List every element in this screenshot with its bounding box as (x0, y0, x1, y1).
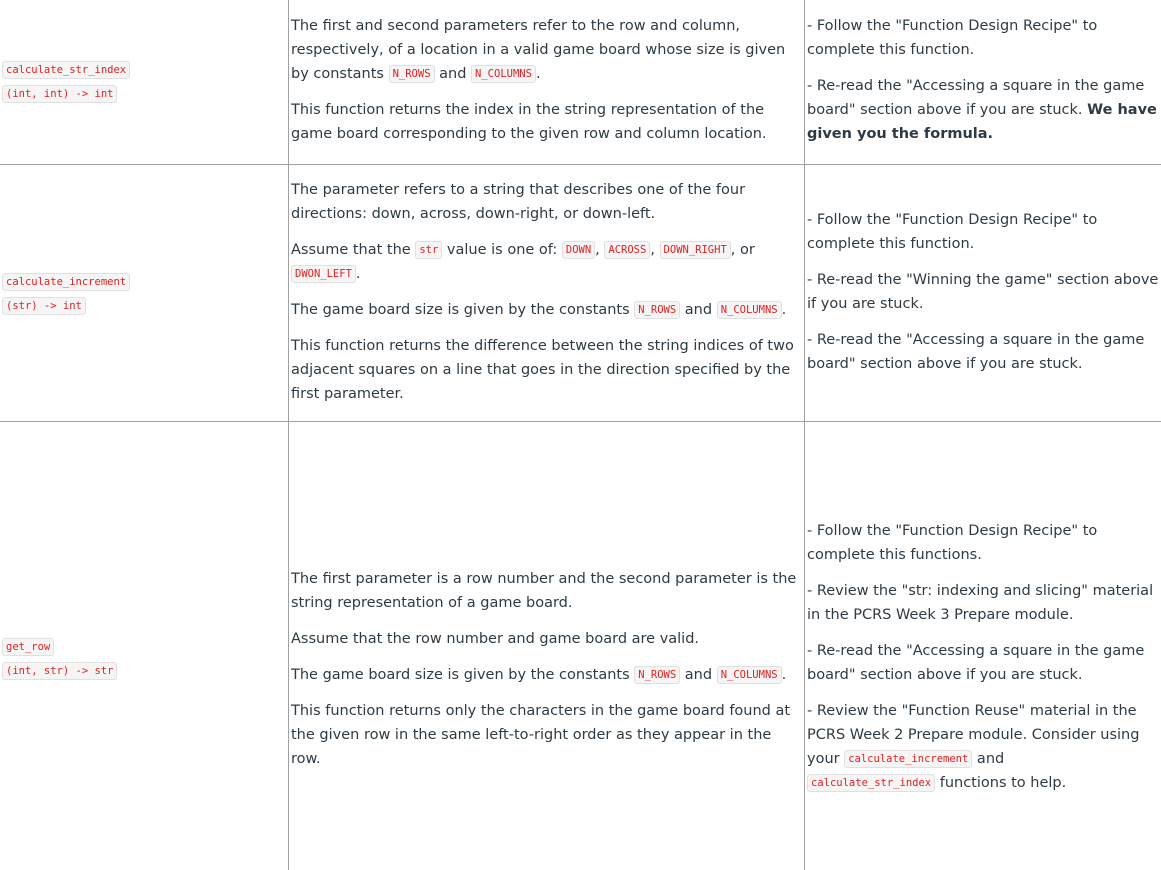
hint-paragraph: - Re-read the "Accessing a square in the game board" section above if you are stuck. (807, 332, 1145, 372)
hints-cell (807, 519, 1159, 795)
function-code: calculate_str_index (807, 774, 935, 792)
hint-paragraph: - Follow the "Function Design Recipe" to complete this function. (807, 212, 1098, 252)
description-cell (291, 567, 801, 771)
description-paragraph: The game board size is given by the constants N_ROWS and N_COLUMNS . (291, 667, 787, 683)
column-divider (288, 0, 289, 870)
function-signature: (int, int) -> int (2, 85, 117, 103)
function-name: calculate_str_index (2, 61, 130, 79)
direction-code: ACROSS (604, 241, 650, 259)
hints-cell (807, 14, 1159, 146)
type-code: str (415, 241, 442, 259)
description-paragraph: This function returns the index in the string representation of the game board corresponding to the given row and column location. (291, 102, 767, 142)
column-divider (804, 0, 805, 870)
function-name-cell (0, 61, 286, 109)
direction-code: DWON_LEFT (291, 265, 356, 283)
hint-paragraph: - Re-read the "Accessing a square in the game board" section above if you are stuck. We have given you the formula. (807, 78, 1157, 142)
function-name: calculate_increment (2, 273, 130, 291)
description-paragraph: Assume that the row number and game board are valid. (291, 631, 700, 647)
hint-paragraph: - Follow the "Function Design Recipe" to complete this function. (807, 18, 1098, 58)
hint-paragraph: - Review the "Function Reuse" material in the PCRS Week 2 Prepare module. Consider using your calculate_increment and calculate_str_index functions to help. (807, 703, 1140, 791)
function-name-cell (0, 638, 286, 686)
constant-code: N_COLUMNS (471, 65, 536, 83)
direction-code: DOWN_RIGHT (660, 241, 731, 259)
description-cell (291, 14, 801, 146)
function-signature: (int, str) -> str (2, 662, 117, 680)
function-code: calculate_increment (844, 750, 972, 768)
constant-code: N_COLUMNS (717, 301, 782, 319)
hint-paragraph: - Re-read the "Accessing a square in the game board" section above if you are stuck. (807, 643, 1145, 683)
constant-code: N_COLUMNS (717, 666, 782, 684)
hints-cell (807, 208, 1159, 376)
description-paragraph: The first and second parameters refer to the row and column, respectively, of a location in a valid game board whose size is given by constants N_ROWS and N_COLUMNS . (291, 18, 786, 82)
function-name: get_row (2, 638, 54, 656)
description-cell (291, 178, 801, 406)
direction-code: DOWN (562, 241, 595, 259)
hint-paragraph: - Re-read the "Winning the game" section above if you are stuck. (807, 272, 1159, 312)
description-paragraph: The first parameter is a row number and the second parameter is the string representation of a game board. (291, 571, 797, 611)
description-paragraph: This function returns only the characters in the game board found at the given row in the same left-to-right order as they appear in the row. (291, 703, 791, 767)
hint-paragraph: - Review the "str: indexing and slicing" material in the PCRS Week 3 Prepare module. (807, 583, 1154, 623)
hint-paragraph: - Follow the "Function Design Recipe" to complete this functions. (807, 523, 1098, 563)
function-signature: (str) -> int (2, 297, 86, 315)
constant-code: N_ROWS (634, 666, 680, 684)
description-paragraph: This function returns the difference between the string indices of two adjacent squares on a line that goes in the direction specified by the first parameter. (291, 338, 794, 402)
function-name-cell (0, 273, 286, 321)
description-paragraph: Assume that the str value is one of: DOWN , ACROSS , DOWN_RIGHT , or DWON_LEFT . (291, 242, 755, 282)
hint-emphasis: We have given you the formula. (807, 102, 1157, 142)
description-paragraph: The game board size is given by the constants N_ROWS and N_COLUMNS . (291, 302, 787, 318)
row-divider (0, 421, 1161, 422)
constant-code: N_ROWS (389, 65, 435, 83)
description-paragraph: The parameter refers to a string that describes one of the four directions: down, across, down-right, or down-left. (291, 182, 746, 222)
row-divider (0, 164, 1161, 165)
constant-code: N_ROWS (634, 301, 680, 319)
